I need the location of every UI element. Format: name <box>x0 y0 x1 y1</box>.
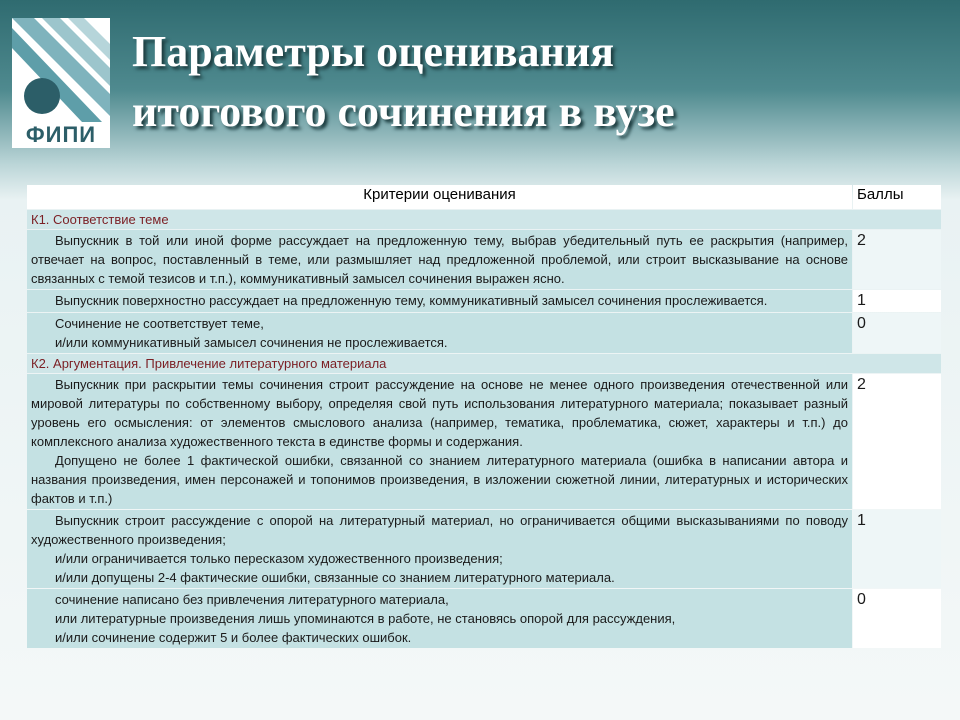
page-title-line-1: Параметры оценивания <box>132 27 615 76</box>
table-row <box>27 589 941 648</box>
section-row-k2 <box>27 354 941 373</box>
criterion-paragraph: Выпускник поверхностно рассуждает на предложенную тему, коммуникативный замысел сочинения прослеживается. <box>55 293 768 308</box>
criterion-text <box>27 374 852 509</box>
table-row <box>27 230 941 289</box>
criterion-paragraph: Выпускник в той или иной форме рассуждает на предложенную тему, выбрав убедительный путь ее раскрытия (например, отвечает на вопрос, поставленный в теме, или размышляет над предложенной проблемой, или строит высказывание на основе связанных с темой тезисов и т.п.), коммуникативный замысел сочинения выражен ясно. <box>31 233 848 286</box>
criterion-line: и/или сочинение содержит 5 и более фактических ошибок. <box>55 630 412 645</box>
criterion-line: и/или ограничивается только пересказом художественного произведения; <box>55 551 503 566</box>
criterion-points: 0 <box>853 313 941 353</box>
criterion-points: 0 <box>853 589 941 648</box>
section-title-k2: К2. Аргументация. Привлечение литературного материала <box>27 354 941 373</box>
criterion-line: или литературные произведения лишь упоминаются в работе, не становясь опорой для рассуждения, <box>55 611 676 626</box>
criterion-line: сочинение написано без привлечения литературного материала, <box>55 592 449 607</box>
criterion-points: 2 <box>853 230 941 289</box>
criterion-paragraph: Выпускник при раскрытии темы сочинения строит рассуждение на основе не менее одного произведения отечественной или мировой литературы по собственному выбору, определяя свой путь использования литературного материала; показывает разный уровень его осмысления: от элементов смыслового анализа (например, тематика, проблематика, сюжет, характеры и т.п.) до комплексного анализа художественного текста в единстве формы и содержания. <box>31 377 848 449</box>
fipi-logo <box>12 18 110 148</box>
logo-text: ФИПИ <box>25 122 97 147</box>
table-header-row <box>27 185 941 209</box>
criteria-table <box>26 184 942 649</box>
criterion-text <box>27 589 852 648</box>
criterion-line: и/или допущены 2-4 фактические ошибки, связанные со знанием литературного материала. <box>55 570 615 585</box>
criterion-points: 2 <box>853 374 941 509</box>
section-title-k1: К1. Соответствие теме <box>27 210 941 229</box>
header-points: Баллы <box>853 185 941 209</box>
criterion-text <box>27 290 852 312</box>
criterion-text <box>27 230 852 289</box>
section-row-k1 <box>27 210 941 229</box>
table-row <box>27 313 941 353</box>
header-criteria: Критерии оценивания <box>27 185 852 209</box>
page-title <box>132 22 675 142</box>
criterion-paragraph: Выпускник строит рассуждение с опорой на литературный материал, но ограничивается общими высказываниями по поводу художественного произведения; <box>31 513 848 547</box>
criterion-text <box>27 510 852 588</box>
criterion-paragraph: Допущено не более 1 фактической ошибки, связанной со знанием литературного материала (ошибка в написании автора и названия произведения, имен персонажей и топонимов произведения, в изложении сюжетной линии, литературных и исторических фактов и т.п.) <box>31 453 848 506</box>
criterion-points: 1 <box>853 510 941 588</box>
table-row <box>27 374 941 509</box>
page-title-line-2: итогового сочинения в вузе <box>132 87 675 136</box>
criterion-line: и/или коммуникативный замысел сочинения не прослеживается. <box>55 335 448 350</box>
criterion-points: 1 <box>853 290 941 312</box>
criterion-line: Сочинение не соответствует теме, <box>55 316 264 331</box>
table-row <box>27 290 941 312</box>
fipi-emblem-icon <box>12 18 110 122</box>
criterion-text <box>27 313 852 353</box>
table-row <box>27 510 941 588</box>
